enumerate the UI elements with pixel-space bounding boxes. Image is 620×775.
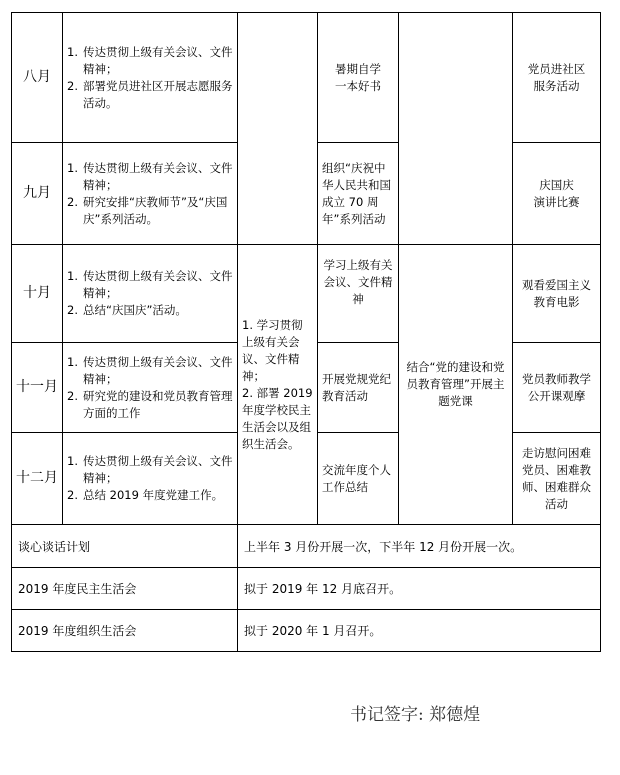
study-cell-empty xyxy=(238,13,318,245)
work-plan-table xyxy=(11,12,601,652)
list-item xyxy=(67,78,233,112)
item-text: 传达贯彻上级有关会议、文件精神； xyxy=(83,160,233,192)
task-list-cell xyxy=(63,343,238,433)
activity-text: 交流年度个人工作总结 xyxy=(322,462,391,494)
plan-value-cell xyxy=(238,525,601,568)
activity-text: 开展党规党纪教育活动 xyxy=(322,371,391,403)
plan-label-cell xyxy=(12,568,238,610)
table-row xyxy=(12,245,601,343)
study-cell xyxy=(238,245,318,525)
item-number: 1. xyxy=(67,454,78,468)
plan-label-cell xyxy=(12,525,238,568)
plan-value-cell xyxy=(238,610,601,652)
month-label: 十月 xyxy=(23,285,51,301)
practice-text: 党员教师教学公开课观摩 xyxy=(522,371,591,403)
item-text: 研究党的建设和党员教育管理方面的工作 xyxy=(83,388,233,420)
table-row xyxy=(12,568,601,610)
activity-text: 组织“庆祝中华人民共和国成立 70 周年”系列活动 xyxy=(322,160,391,226)
month-cell xyxy=(12,343,63,433)
activity-cell xyxy=(318,143,399,245)
activity-cell xyxy=(318,245,399,343)
plan-label: 2019 年度民主生活会 xyxy=(18,582,137,596)
item-text: 传达贯彻上级有关会议、文件精神； xyxy=(83,44,233,76)
task-list-cell xyxy=(63,143,238,245)
task-list xyxy=(67,44,233,112)
activity-text: 暑期自学 一本好书 xyxy=(335,61,381,93)
item-text: 传达贯彻上级有关会议、文件精神； xyxy=(83,454,233,485)
month-cell xyxy=(12,433,63,525)
list-item xyxy=(67,44,233,78)
study-text: 1. 学习贯彻上级有关会议、文件精神； 2. 部署 2019 年度学校民主生活会以及组织生活会。 xyxy=(242,317,313,451)
item-text: 总结“庆国庆”活动。 xyxy=(83,303,187,317)
item-number: 1. xyxy=(67,160,78,175)
list-item xyxy=(67,160,233,194)
plan-value: 拟于 2020 年 1 月召开。 xyxy=(244,624,382,638)
plan-value: 上半年 3 月份开展一次，下半年 12 月份开展一次。 xyxy=(244,539,523,554)
task-list xyxy=(67,453,233,504)
practice-cell xyxy=(513,245,601,343)
activity-cell xyxy=(318,433,399,525)
practice-text: 庆国庆 演讲比赛 xyxy=(533,177,580,209)
table-row xyxy=(12,13,601,143)
practice-text: 党员进社区 服务活动 xyxy=(527,61,586,93)
list-item xyxy=(67,268,233,302)
party-lesson-cell xyxy=(399,245,513,525)
item-text: 总结 2019 年度党建工作。 xyxy=(83,488,224,502)
month-label: 十一月 xyxy=(16,379,58,395)
list-item xyxy=(67,487,233,504)
list-item xyxy=(67,354,233,388)
task-list-cell xyxy=(63,245,238,343)
table-row xyxy=(12,610,601,652)
list-item xyxy=(67,194,233,228)
practice-cell xyxy=(513,343,601,433)
plan-label: 谈心谈话计划 xyxy=(18,539,91,554)
list-item xyxy=(67,388,233,422)
practice-text: 走访慰问困难党员、困难教师、困难群众活动 xyxy=(522,445,591,511)
task-list-cell xyxy=(63,13,238,143)
plan-label: 2019 年度组织生活会 xyxy=(18,624,137,638)
table-row xyxy=(12,525,601,568)
item-text: 研究安排“庆教师节”及“庆国庆”系列活动。 xyxy=(83,194,228,226)
task-list xyxy=(67,354,233,422)
task-list xyxy=(67,268,233,319)
plan-value: 拟于 2019 年 12 月底召开。 xyxy=(244,582,402,596)
party-lesson-cell-empty xyxy=(399,13,513,245)
month-label: 九月 xyxy=(23,185,51,201)
item-number: 2. xyxy=(67,303,78,317)
party-lesson-text: 结合“党的建设和党员教育管理”开展主题党课 xyxy=(406,360,505,408)
task-list xyxy=(67,160,233,228)
practice-cell xyxy=(513,433,601,525)
list-item xyxy=(67,302,233,319)
list-item xyxy=(67,453,233,487)
item-text: 部署党员进社区开展志愿服务活动。 xyxy=(83,78,233,110)
month-label: 八月 xyxy=(23,69,51,85)
item-number: 2. xyxy=(67,194,78,209)
practice-text: 观看爱国主义教育电影 xyxy=(522,277,591,309)
month-label: 十二月 xyxy=(16,470,58,486)
item-number: 1. xyxy=(67,44,78,59)
item-number: 2. xyxy=(67,388,78,403)
item-text: 传达贯彻上级有关会议、文件精神； xyxy=(83,269,233,300)
item-text: 传达贯彻上级有关会议、文件精神； xyxy=(83,354,233,386)
practice-cell xyxy=(513,13,601,143)
task-list-cell xyxy=(63,433,238,525)
practice-cell xyxy=(513,143,601,245)
item-number: 1. xyxy=(67,354,78,369)
activity-cell xyxy=(318,343,399,433)
activity-cell xyxy=(318,13,399,143)
item-number: 2. xyxy=(67,78,78,93)
month-cell xyxy=(12,13,63,143)
item-number: 2. xyxy=(67,488,78,502)
month-cell xyxy=(12,143,63,245)
plan-value-cell xyxy=(238,568,601,610)
month-cell xyxy=(12,245,63,343)
secretary-signature: 书记签字: 郑德煌 xyxy=(350,705,481,725)
item-number: 1. xyxy=(67,269,78,283)
plan-label-cell xyxy=(12,610,238,652)
activity-text: 学习上级有关会议、文件精神 xyxy=(323,258,393,306)
